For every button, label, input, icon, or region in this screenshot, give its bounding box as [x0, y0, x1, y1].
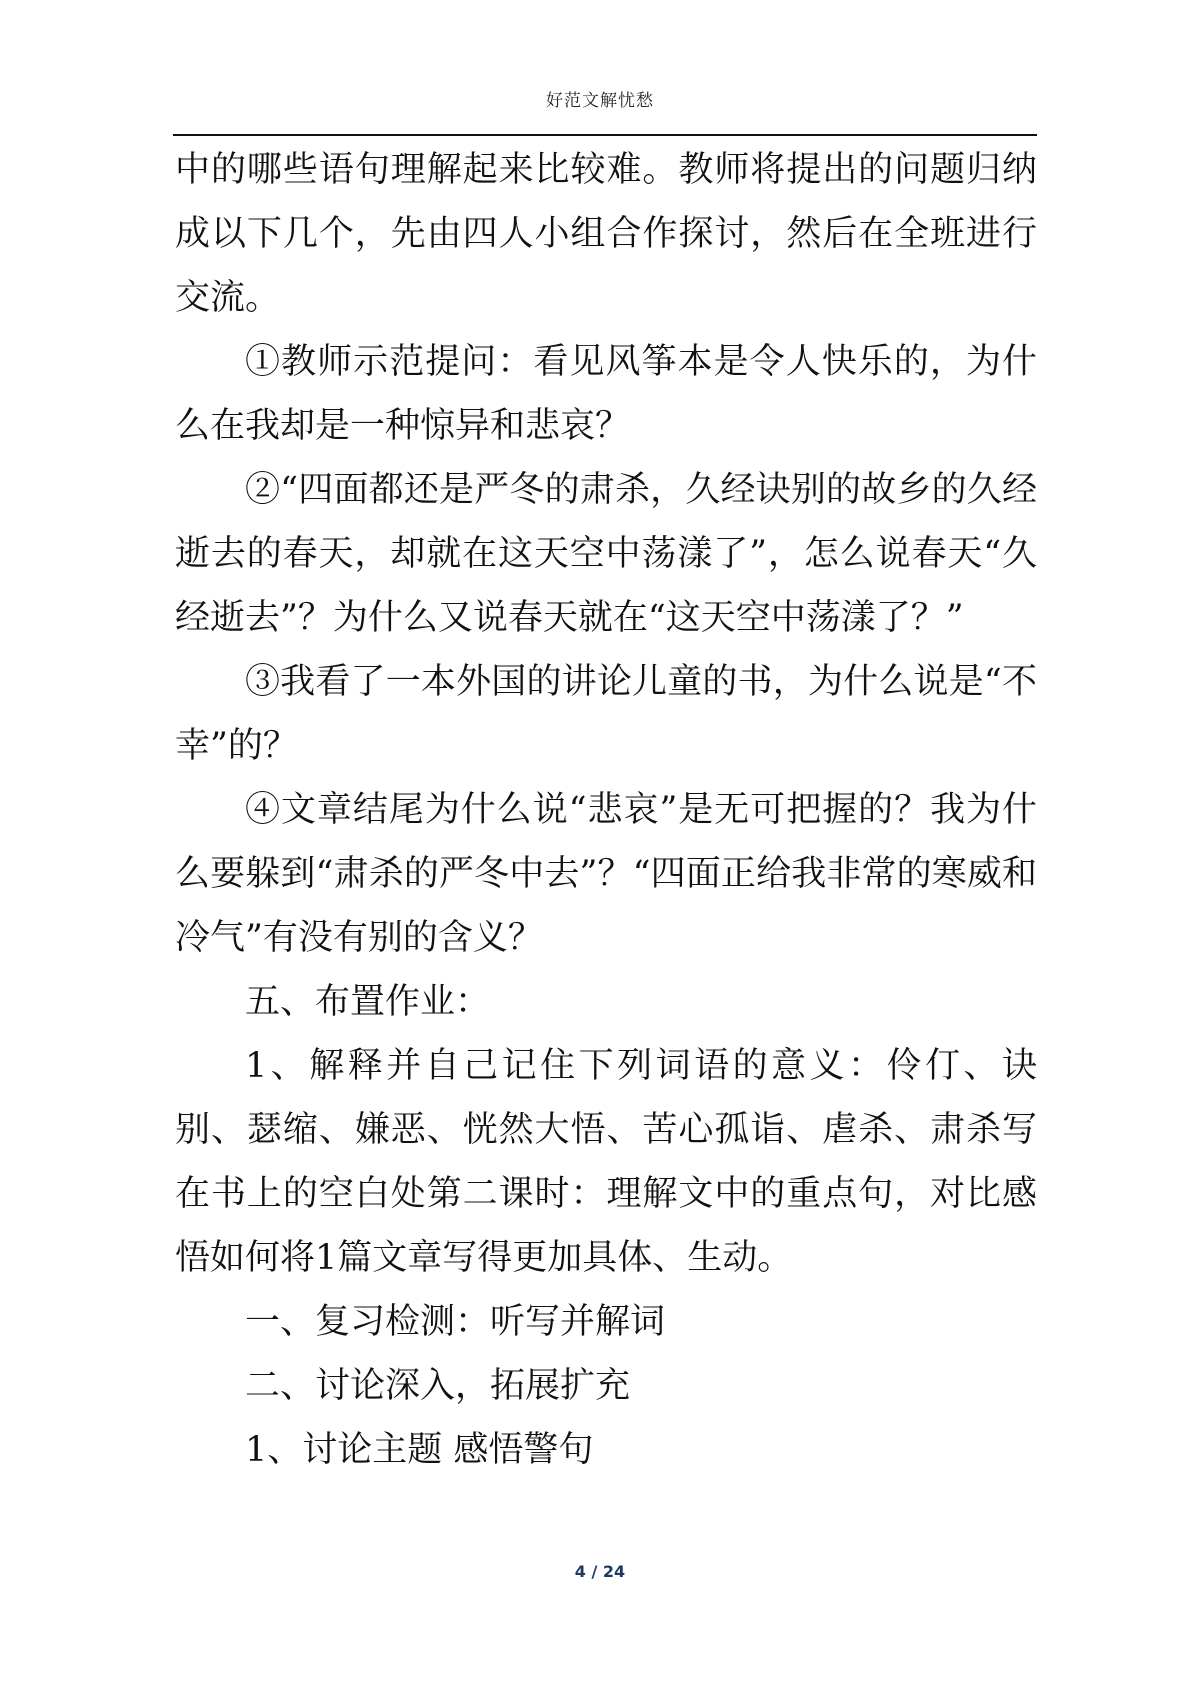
- section-heading-discussion: 二、讨论深入，拓展扩充: [245, 1366, 631, 1406]
- header-divider: [173, 134, 1037, 136]
- paragraph-question-3: ③我看了一本外国的讲论儿童的书，为什么说是“不幸”的？: [175, 662, 1037, 766]
- page-number: 4 / 24: [574, 1562, 626, 1581]
- paragraph-discussion-topic: 1、讨论主题 感悟警句: [245, 1430, 594, 1470]
- page-header-title: 好范文解忧愁: [546, 91, 654, 111]
- paragraph-question-2: ②“四面都还是严冬的肃杀，久经诀别的故乡的久经逝去的春天，却就在这天空中荡漾了”，怎么说春天“久经逝去”？为什么又说春天就在“这天空中荡漾了？”: [175, 470, 1037, 638]
- paragraph-question-1: ①教师示范提问：看见风筝本是令人快乐的，为什么在我却是一种惊异和悲哀？: [175, 342, 1037, 446]
- section-heading-homework: 五、布置作业：: [245, 982, 491, 1022]
- paragraph-question-4: ④文章结尾为什么说“悲哀”是无可把握的？我为什么要躲到“肃杀的严冬中去”？“四面正给我非常的寒威和冷气”有没有别的含义？: [175, 790, 1037, 958]
- paragraph-continuation: 中的哪些语句理解起来比较难。教师将提出的问题归纳成以下几个，先由四人小组合作探讨，然后在全班进行交流。: [175, 150, 1037, 318]
- paragraph-homework-1: 1、解释并自己记住下列词语的意义：伶仃、诀别、瑟缩、嫌恶、恍然大悟、苦心孤诣、虐杀、肃杀写在书上的空白处第二课时：理解文中的重点句，对比感悟如何将1篇文章写得更加具体、生动。: [175, 1046, 1037, 1278]
- section-heading-review: 一、复习检测：听写并解词: [245, 1302, 666, 1342]
- document-body: [175, 138, 1037, 1482]
